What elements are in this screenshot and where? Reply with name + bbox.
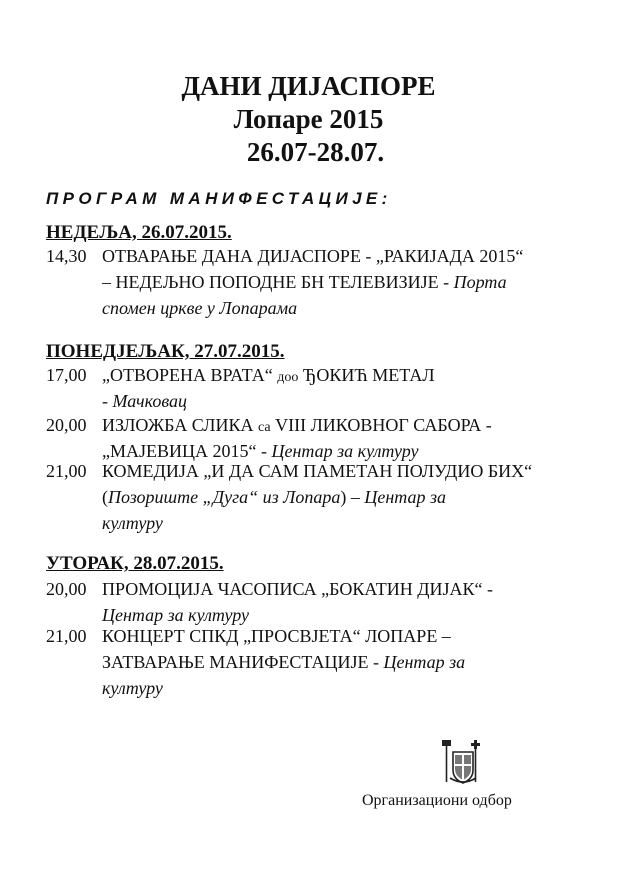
title-line-2: Лопаре 2015: [233, 104, 384, 134]
event-text: доо: [277, 370, 299, 385]
event-time: 20,00: [46, 579, 87, 599]
event-text: ЂОКИЋ МЕТАЛ: [298, 365, 435, 385]
event-time: 21,00: [46, 461, 87, 481]
document-title: [0, 70, 617, 169]
event-text: VIII ЛИКОВНОГ САБОРА -: [270, 415, 492, 435]
event-venue: Центар за културу: [102, 605, 249, 625]
title-line-3: 26.07-28.07.: [246, 137, 385, 167]
event-time: 20,00: [46, 415, 87, 435]
event-venue: Позориште „Дуга“ из Лопара: [108, 487, 341, 507]
event-venue: Центар за културу: [271, 441, 419, 461]
event-line: КОМЕДИЈА „И ДА САМ ПАМЕТАН ПОЛУДИО БИХ“: [102, 461, 533, 481]
event-text: „МАЈЕВИЦА 2015“ -: [102, 441, 272, 461]
event-line: [102, 484, 446, 510]
event-text: ) –: [340, 487, 365, 507]
day-heading-sunday: НЕДЕЉА, 26.07.2015.: [46, 222, 232, 243]
day-heading-tuesday: УТОРАК, 28.07.2015.: [46, 553, 224, 574]
event-text: „ОТВОРЕНА ВРАТА“: [102, 365, 278, 385]
program-heading: ПРОГРАМ МАНИФЕСТАЦИЈЕ:: [46, 189, 392, 208]
event-line: [102, 362, 435, 391]
event-text: ЗАТВАРАЊЕ МАНИФЕСТАЦИЈЕ -: [102, 652, 384, 672]
event-venue: Центар за: [364, 487, 446, 507]
event-venue: културу: [102, 513, 163, 533]
event-line: ОТВАРАЊЕ ДАНА ДИЈАСПОРЕ - „РАКИЈАДА 2015“: [102, 246, 524, 266]
event-venue: - Мачковац: [102, 391, 188, 411]
event-text: ИЗЛОЖБА СЛИКА: [102, 415, 258, 435]
organizing-committee: Организациони одбор: [362, 792, 512, 809]
event-line: [102, 269, 507, 295]
event-line: КОНЦЕРТ СПКД „ПРОСВЈЕТА“ ЛОПАРЕ –: [102, 626, 451, 646]
coat-of-arms-icon: [440, 738, 486, 786]
event-text: са: [257, 420, 271, 435]
event-time: 21,00: [46, 626, 87, 646]
event-venue: Центар за: [383, 652, 466, 672]
event-line: ПРОМОЦИЈА ЧАСОПИСА „БОКАТИН ДИЈАК“ -: [102, 579, 494, 599]
event-line: [102, 412, 492, 441]
event-text: (: [102, 487, 108, 507]
day-heading-monday: ПОНЕДЈЕЉАК, 27.07.2015.: [46, 341, 285, 362]
event-line: [102, 649, 465, 675]
event-venue: Порта: [453, 272, 507, 292]
event-text: – НЕДЕЉНО ПОПОДНЕ БН ТЕЛЕВИЗИЈЕ -: [102, 272, 454, 292]
event-venue: спомен цркве у Лопарама: [102, 298, 298, 318]
event-time: 14,30: [46, 246, 87, 266]
event-time: 17,00: [46, 365, 87, 385]
title-line-1: ДАНИ ДИЈАСПОРЕ: [181, 71, 436, 101]
event-venue: културу: [102, 678, 163, 698]
